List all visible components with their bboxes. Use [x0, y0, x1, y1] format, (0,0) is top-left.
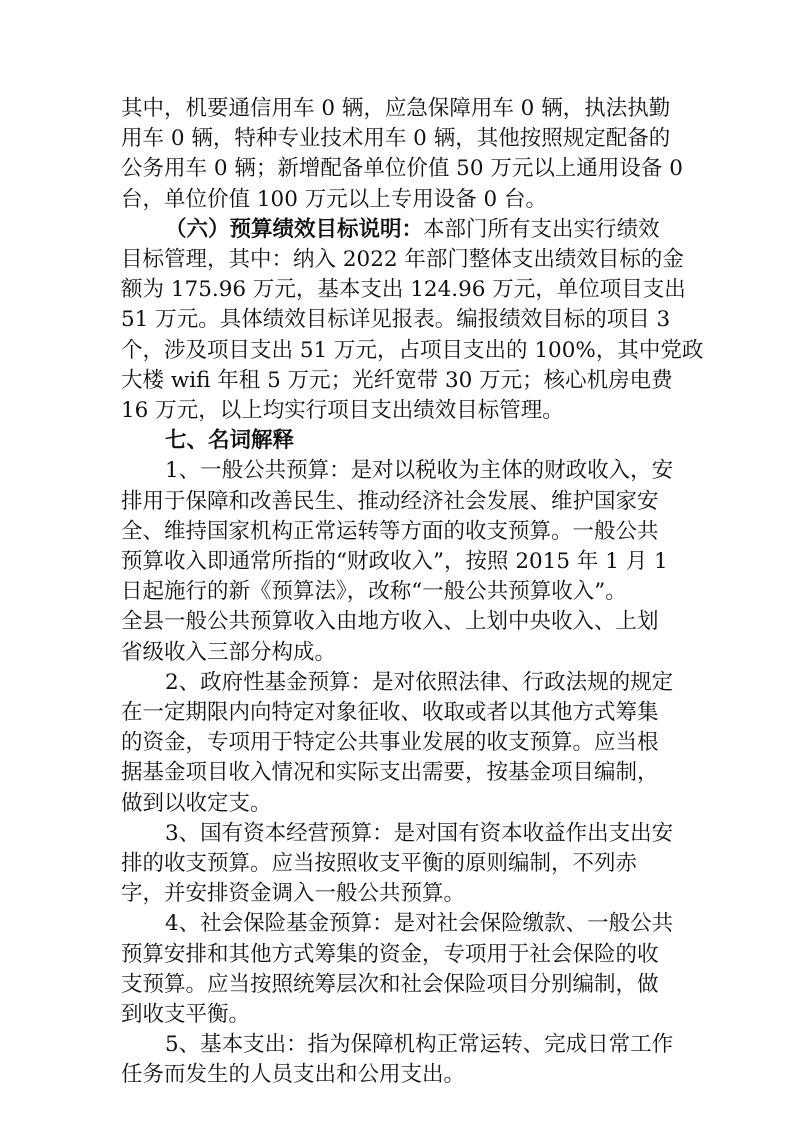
paragraph-line: 任务而发生的人员支出和公用支出。 — [121, 1062, 466, 1088]
paragraph-line: 在一定期限内向特定对象征收、收取或者以其他方式筹集 — [121, 700, 659, 725]
paragraph-line: 个，涉及项目支出 51 万元，占项目支出的 100%，其中党政 — [121, 337, 704, 363]
paragraph-line: 的资金，专项用于特定公共事业发展的收支预算。应当根 — [121, 730, 659, 756]
paragraph-line: 预算安排和其他方式筹集的资金，专项用于社会保险的收 — [121, 941, 659, 967]
paragraph-line: 其中，机要通信用车 0 辆，应急保障用车 0 辆，执法执勤 — [121, 96, 671, 121]
section-heading: 七、名词解释 — [165, 428, 295, 454]
paragraph-line: 到收支平衡。 — [121, 1002, 251, 1027]
paragraph-line: 5、基本支出：指为保障机构正常运转、完成日常工作 — [165, 1032, 674, 1058]
paragraph-line: 目标管理，其中：纳入 2022 年部门整体支出绩效目标的金 — [121, 247, 684, 272]
paragraph-line: 2、政府性基金预算：是对依照法律、行政法规的规定 — [165, 669, 674, 695]
paragraph-line: 省级收入三部分构成。 — [121, 639, 337, 665]
paragraph-line: 用车 0 辆，特种专业技术用车 0 辆，其他按照规定配备的 — [121, 126, 671, 152]
paragraph-line: 据基金项目收入情况和实际支出需要，按基金项目编制， — [121, 760, 659, 786]
paragraph-line: 全、维持国家机构正常运转等方面的收支预算。一般公共 — [121, 518, 659, 544]
paragraph-line: 51 万元。具体绩效目标详见报表。编报绩效目标的项目 3 — [121, 307, 671, 333]
paragraph-line: 排用于保障和改善民生、推动经济社会发展、维护国家安 — [121, 488, 659, 514]
paragraph-line: 公务用车 0 辆；新增配备单位价值 50 万元以上通用设备 0 — [121, 156, 683, 182]
paragraph-line: 额为 175.96 万元，基本支出 124.96 万元，单位项目支出 — [121, 277, 686, 303]
paragraph-line: 做到以收定支。 — [121, 790, 272, 816]
paragraph-line: 台，单位价值 100 万元以上专用设备 0 台。 — [121, 186, 548, 212]
paragraph-line: 3、国有资本经营预算：是对国有资本收益作出支出安 — [165, 820, 674, 846]
paragraph-line: 16 万元，以上均实行项目支出绩效目标管理。 — [121, 398, 564, 423]
paragraph-line: 1、一般公共预算：是对以税收为主体的财政收入，安 — [165, 458, 674, 484]
paragraph-line: 大楼 wifi 年租 5 万元；光纤宽带 30 万元；核心机房电费 — [121, 367, 673, 393]
section-6-first-line — [165, 214, 660, 246]
paragraph-line: 预算收入即通常所指的“财政收入”，按照 2015 年 1 月 1 — [121, 549, 668, 574]
section-6-text: 本部门所有支出实行绩效 — [423, 216, 660, 242]
paragraph-line: 4、社会保险基金预算：是对社会保险缴款、一般公共 — [165, 911, 674, 937]
paragraph-line: 字，并安排资金调入一般公共预算。 — [121, 881, 466, 907]
paragraph-line: 支预算。应当按照统筹层次和社会保险项目分别编制，做 — [121, 971, 659, 997]
paragraph-line: 日起施行的新《预算法》，改称“一般公共预算收入”。 — [121, 579, 627, 605]
section-6-heading: （六）预算绩效目标说明： — [165, 216, 424, 242]
paragraph-line: 全县一般公共预算收入由地方收入、上划中央收入、上划 — [121, 609, 659, 635]
paragraph-line: 排的收支预算。应当按照收支平衡的原则编制，不列赤 — [121, 851, 638, 876]
